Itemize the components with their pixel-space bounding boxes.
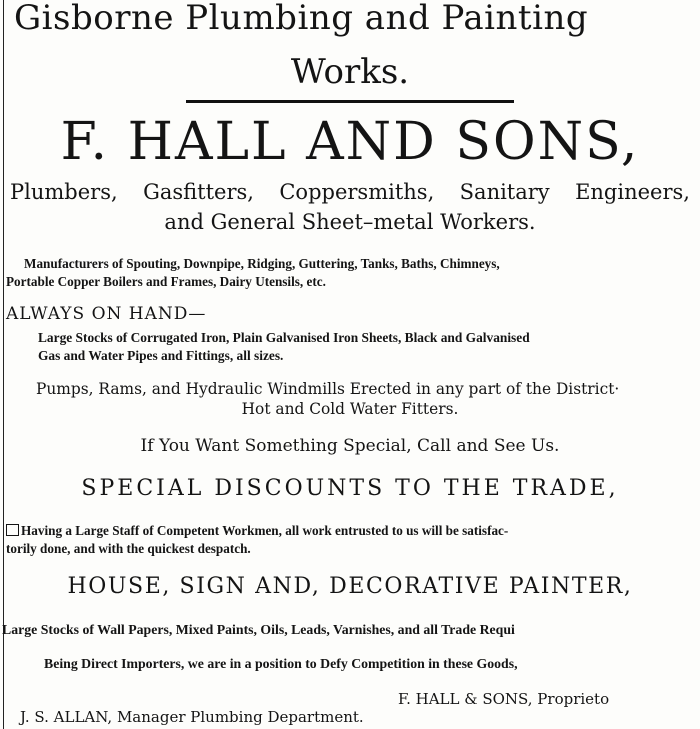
trade-word: Plumbers,	[10, 180, 118, 204]
staff-text: Having a Large Staff of Competent Workmen, all work entrusted to us will be satisfac-	[21, 523, 509, 538]
column-border	[3, 0, 4, 729]
stocks-line-1: Large Stocks of Corrugated Iron, Plain Galvanised Iron Sheets, Black and Galvanised	[38, 330, 530, 345]
staff-line-1	[6, 523, 508, 539]
stocks-line-2: Gas and Water Pipes and Fittings, all sizes.	[38, 348, 284, 363]
special-call: If You Want Something Special, Call and See Us.	[140, 436, 560, 456]
manufacturers-line-2: Portable Copper Boilers and Frames, Dairy Utensils, etc.	[6, 274, 326, 289]
trade-word: Engineers,	[575, 180, 690, 204]
title-line-2: Works.	[290, 52, 410, 92]
pointing-hand-icon	[6, 524, 19, 536]
trades-line-1	[10, 180, 690, 204]
title-underline	[186, 100, 514, 103]
manager: J. S. ALLAN, Manager Plumbing Department.	[20, 708, 364, 726]
pumps-line-1: Pumps, Rams, and Hydraulic Windmills Erected in any part of the District·	[36, 380, 620, 398]
trade-word: Coppersmiths,	[279, 180, 435, 204]
firm-name: F. HALL AND SONS,	[60, 112, 640, 172]
manufacturers-line-1: Manufacturers of Spouting, Downpipe, Ridging, Guttering, Tanks, Baths, Chimneys,	[24, 256, 500, 271]
staff-line-2: torily done, and with the quickest despatch.	[6, 541, 251, 556]
trade-word: Sanitary	[459, 180, 550, 204]
title-line-1: Gisborne Plumbing and Painting	[14, 0, 589, 38]
wallpapers-line: Large Stocks of Wall Papers, Mixed Paints, Oils, Leads, Varnishes, and all Trade Requi	[2, 622, 515, 637]
always-on-hand-heading: ALWAYS ON HAND—	[6, 304, 207, 324]
proprietors: F. HALL & SONS, Proprieto	[398, 690, 610, 708]
trades-line-2: and General Sheet–metal Workers.	[164, 210, 536, 234]
importers-line: Being Direct Importers, we are in a position to Defy Competition in these Goods,	[44, 656, 518, 671]
pumps-line-2: Hot and Cold Water Fitters.	[241, 400, 459, 418]
painter-heading: HOUSE, SIGN AND, DECORATIVE PAINTER,	[67, 574, 633, 599]
trade-discounts: SPECIAL DISCOUNTS TO THE TRADE,	[81, 476, 619, 501]
trade-word: Gasfitters,	[143, 180, 254, 204]
